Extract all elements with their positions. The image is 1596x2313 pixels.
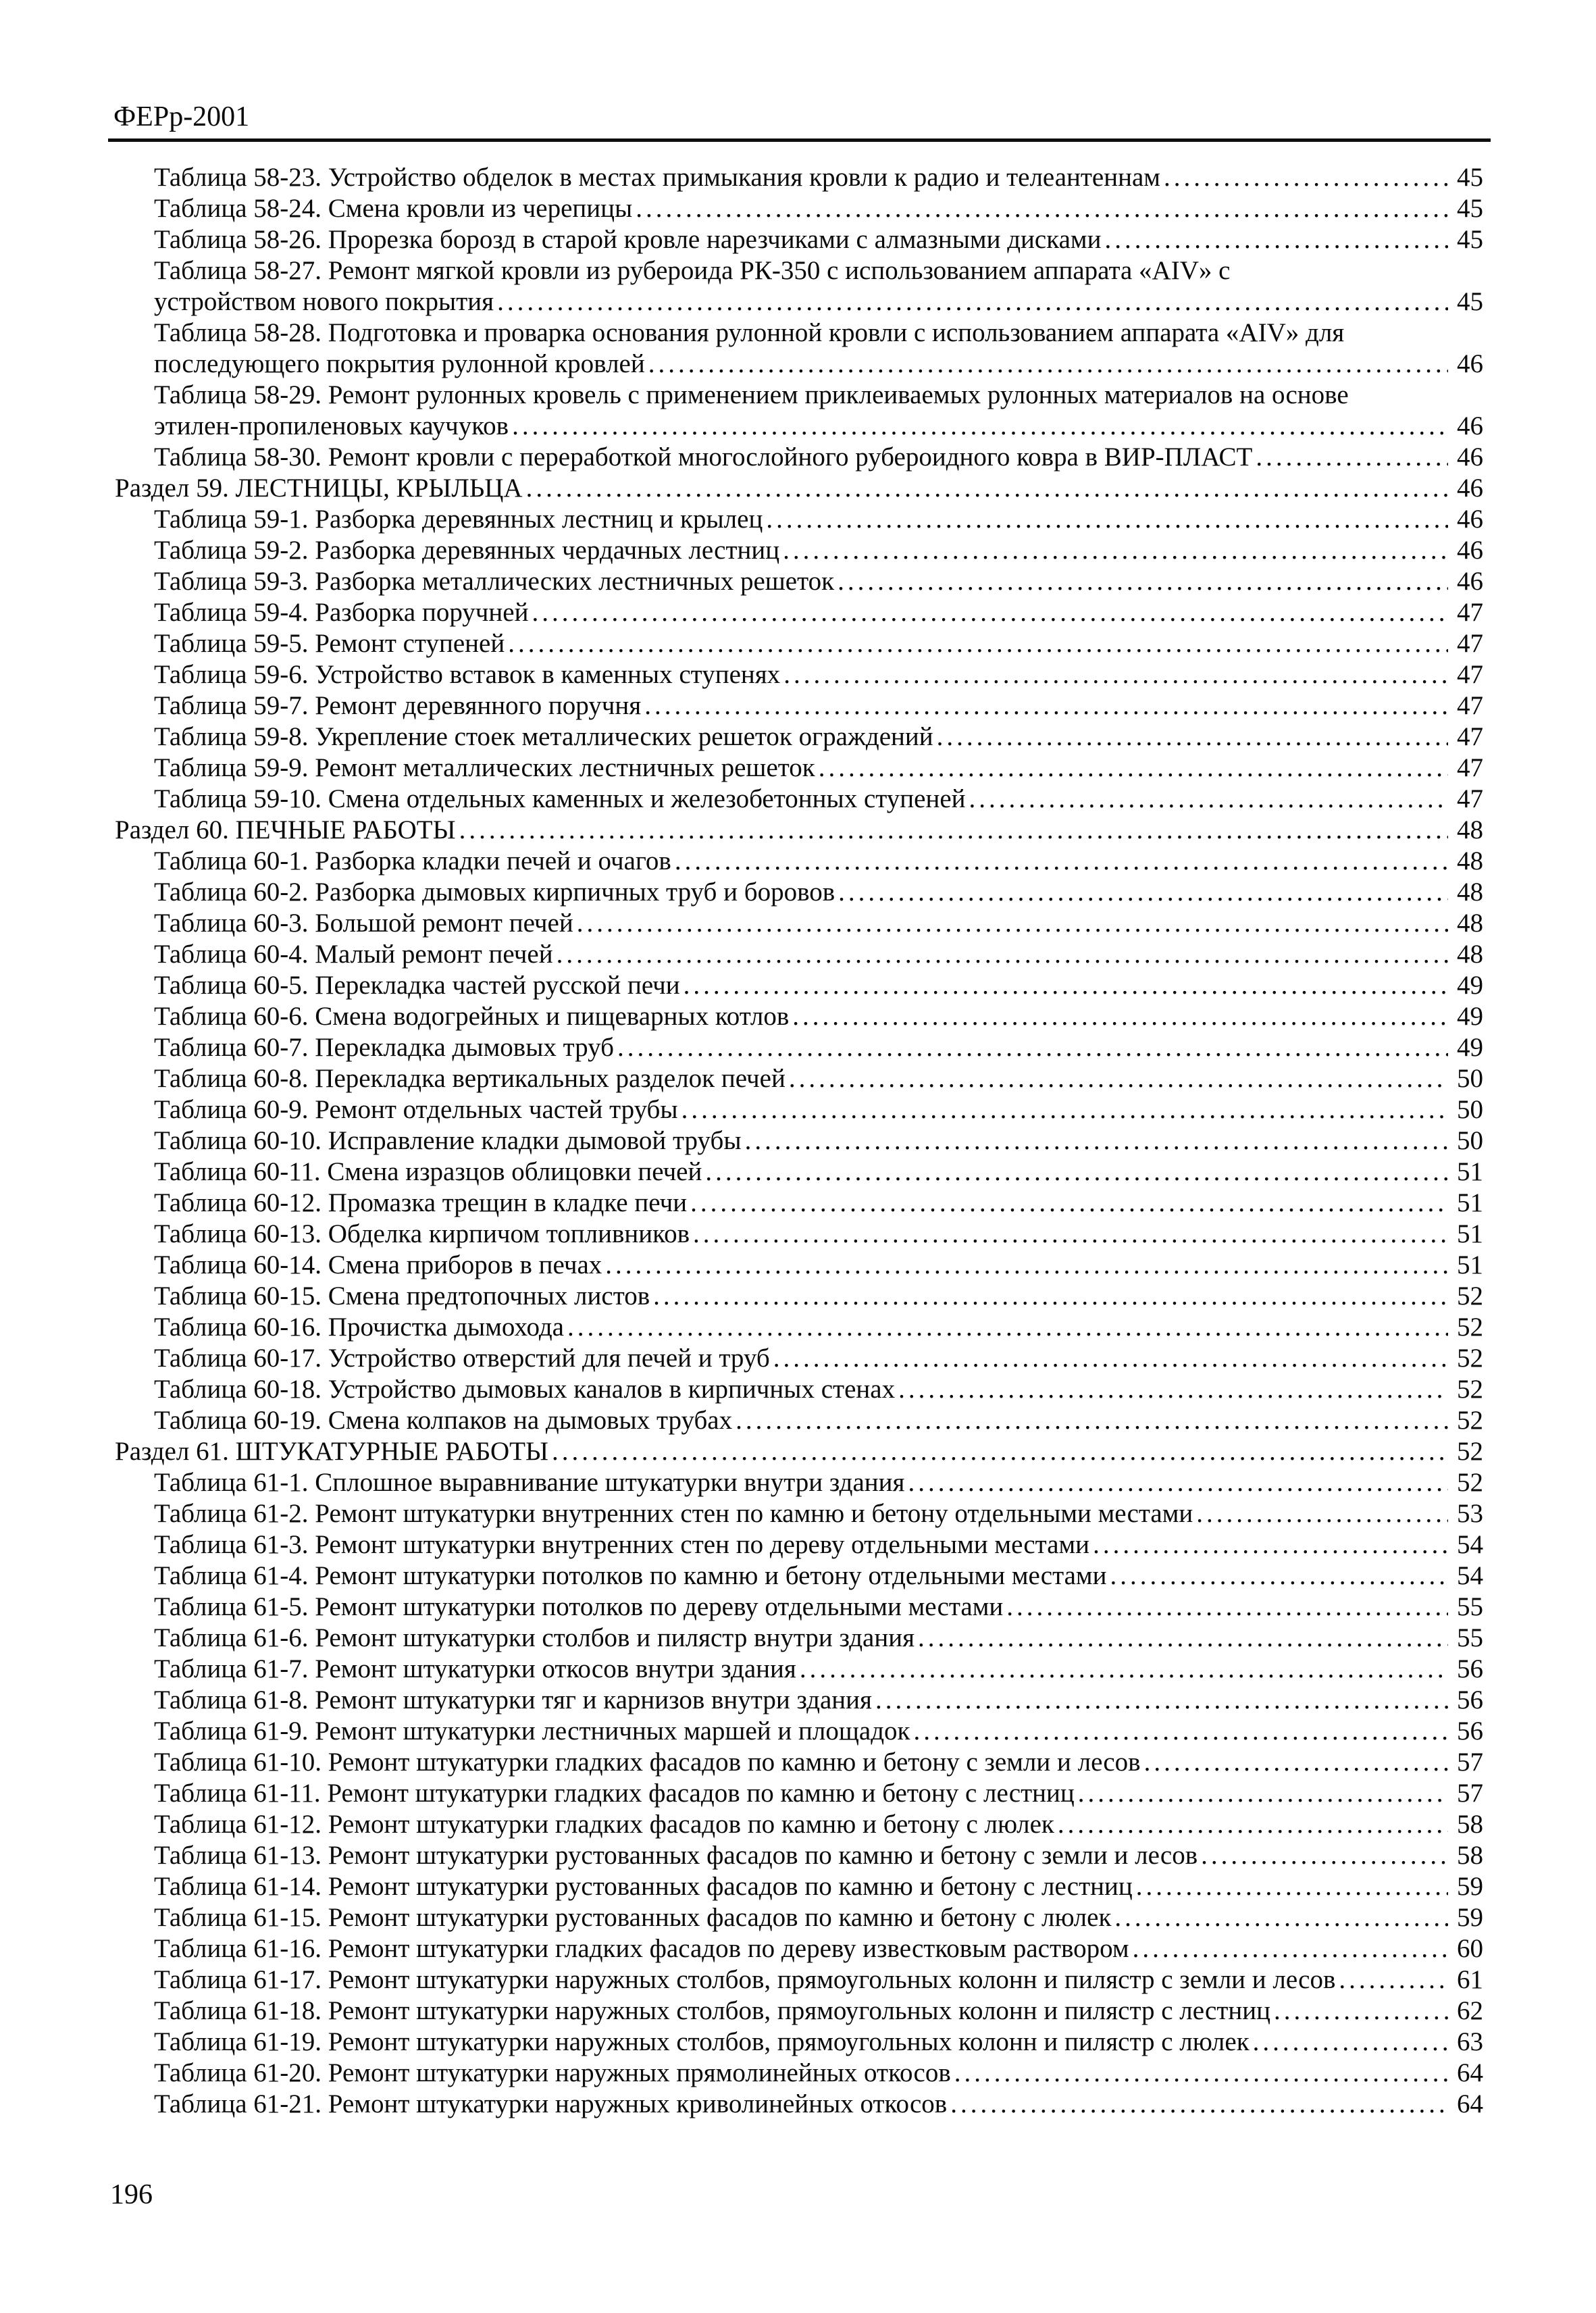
toc-page-number: 51 (1457, 1219, 1483, 1248)
toc-entry-row (115, 1343, 1483, 1374)
toc-page-number: 52 (1457, 1375, 1483, 1404)
toc-entry-row (115, 1125, 1483, 1156)
toc-page-number: 48 (1457, 940, 1483, 969)
toc-line-text: Таблица 58-29. Ремонт рулонных кровель с применением приклеиваемых рулонных материалов на основе (154, 380, 1349, 409)
toc-entry-row (115, 411, 1483, 442)
toc-line-text: Таблица 60-17. Устройство отверстий для печей и труб (154, 1344, 770, 1373)
toc-entry-row (115, 317, 1483, 349)
toc-page-number: 49 (1457, 1002, 1483, 1031)
toc-entry-row (115, 1405, 1483, 1436)
toc-line-text: Таблица 61-11. Ремонт штукатурки гладких фасадов по камню и бетону с лестниц (154, 1779, 1075, 1808)
toc-page-number: 47 (1457, 629, 1483, 658)
toc-entry-row (115, 2027, 1483, 2058)
toc-page-number: 52 (1457, 1406, 1483, 1435)
toc-line-text: Таблица 60-7. Перекладка дымовых труб (154, 1033, 614, 1062)
toc-line-text: Таблица 61-9. Ремонт штукатурки лестничных маршей и площадок (154, 1717, 910, 1746)
toc-entry-row (115, 1250, 1483, 1281)
dot-leader (819, 753, 1448, 784)
toc-entry-row (115, 1219, 1483, 1250)
dot-leader (653, 1281, 1448, 1312)
dot-leader (693, 1219, 1448, 1250)
dot-leader (766, 504, 1448, 535)
toc-page-number: 58 (1457, 1810, 1483, 1839)
toc-entry-row (115, 2089, 1483, 2120)
dot-leader (617, 1032, 1448, 1063)
toc-section-row (115, 1436, 1483, 1467)
dot-leader (1006, 1592, 1448, 1623)
toc-line-text: Таблица 61-10. Ремонт штукатурки гладких фасадов по камню и бетону с земли и лесов (154, 1748, 1141, 1777)
toc-line-text: Таблица 58-26. Прорезка борозд в старой кровле нарезчиками с алмазными дисками (154, 225, 1102, 254)
toc-line-text: Раздел 60. ПЕЧНЫЕ РАБОТЫ (115, 815, 456, 844)
dot-leader (1133, 1933, 1448, 1964)
dot-leader (1339, 1964, 1448, 1996)
toc-entry-row (115, 1654, 1483, 1685)
toc-page-number: 57 (1457, 1779, 1483, 1808)
toc-line-text: Раздел 61. ШТУКАТУРНЫЕ РАБОТЫ (115, 1437, 548, 1466)
dot-leader (552, 1436, 1448, 1467)
toc-page-number: 55 (1457, 1592, 1483, 1621)
dot-leader (954, 2058, 1448, 2089)
toc-line-text: Таблица 60-18. Устройство дымовых каналов в кирпичных стенах (154, 1375, 896, 1404)
toc-entry-row (115, 442, 1483, 473)
dot-leader (908, 1467, 1448, 1498)
dot-leader (1256, 442, 1448, 473)
toc-entry-row (115, 1623, 1483, 1654)
toc-page-number: 47 (1457, 660, 1483, 689)
toc-entry-row (115, 753, 1483, 784)
toc-line-text: Таблица 61-19. Ремонт штукатурки наружных столбов, прямоугольных колонн и пилястр с люлек (154, 2027, 1250, 2056)
toc-line-text: Таблица 61-20. Ремонт штукатурки наружных прямолинейных откосов (154, 2058, 951, 2087)
toc-line-text: Таблица 60-14. Смена приборов в печах (154, 1250, 602, 1279)
toc-line-text: Таблица 61-17. Ремонт штукатурки наружных столбов, прямоугольных колонн и пилястр с земли и лесов (154, 1965, 1336, 1994)
toc-page-number: 54 (1457, 1530, 1483, 1559)
dot-leader (1136, 1871, 1448, 1902)
toc-line-text: Таблица 60-9. Ремонт отдельных частей трубы (154, 1095, 678, 1124)
toc-line-text: Таблица 60-12. Промазка трещин в кладке печи (154, 1188, 688, 1217)
toc-line-text: последующего покрытия рулонной кровлей (154, 349, 645, 378)
toc-page-number: 59 (1457, 1903, 1483, 1932)
toc-page-number: 50 (1457, 1064, 1483, 1093)
toc-line-text: Таблица 60-3. Большой ремонт печей (154, 909, 573, 938)
dot-leader (1201, 1840, 1448, 1871)
dot-leader (675, 846, 1448, 877)
toc-line-text: Таблица 59-3. Разборка металлических лестничных решеток (154, 567, 835, 596)
toc-page-number: 50 (1457, 1095, 1483, 1124)
dot-leader (526, 473, 1448, 504)
toc-line-text: Таблица 60-13. Обделка кирпичом топливников (154, 1219, 690, 1248)
dot-leader (1253, 2027, 1448, 2058)
toc-page-number: 56 (1457, 1685, 1483, 1714)
toc-line-text: этилен-пропиленовых каучуков (154, 411, 509, 440)
dot-leader (918, 1623, 1448, 1654)
toc-entry-row (115, 721, 1483, 753)
toc-page-number: 51 (1457, 1250, 1483, 1279)
toc-line-text: Таблица 60-6. Смена водогрейных и пищеварных котлов (154, 1002, 790, 1031)
toc-line-text: Таблица 61-5. Ремонт штукатурки потолков по дереву отдельными местами (154, 1592, 1004, 1621)
toc-page-number: 49 (1457, 971, 1483, 1000)
toc-entry-row (115, 1498, 1483, 1529)
toc-entry-row (115, 349, 1483, 380)
dot-leader (1110, 1560, 1448, 1592)
toc-entry-row (115, 970, 1483, 1001)
dot-leader (783, 659, 1448, 690)
toc-entry-row (115, 1156, 1483, 1188)
dot-leader (789, 1063, 1448, 1094)
dot-leader (1104, 224, 1448, 255)
toc-line-text: Раздел 59. ЛЕСТНИЦЫ, КРЫЛЬЦА (115, 474, 523, 503)
dot-leader (736, 1405, 1448, 1436)
toc-entry-row (115, 193, 1483, 224)
dot-leader (838, 566, 1448, 597)
toc-entry-row (115, 535, 1483, 566)
toc-line-text: Таблица 59-9. Ремонт металлических лестничных решеток (154, 753, 815, 782)
toc-page-number: 63 (1457, 2027, 1483, 2056)
toc-entry-row (115, 380, 1483, 411)
toc-line-text: Таблица 61-14. Ремонт штукатурки рустованных фасадов по камню и бетону с лестниц (154, 1872, 1133, 1901)
toc-entry-row (115, 784, 1483, 815)
toc-line-text: Таблица 61-21. Ремонт штукатурки наружных криволинейных откосов (154, 2089, 948, 2118)
toc-page-number: 62 (1457, 1996, 1483, 2025)
toc (115, 162, 1483, 2120)
dot-leader (773, 1343, 1448, 1374)
toc-line-text: Таблица 60-15. Смена предтопочных листов (154, 1281, 650, 1311)
toc-page-number: 52 (1457, 1313, 1483, 1342)
toc-line-text: Таблица 61-15. Ремонт штукатурки рустованных фасадов по камню и бетону с люлек (154, 1903, 1112, 1932)
toc-entry-row (115, 1281, 1483, 1312)
dot-leader (838, 877, 1448, 908)
dot-leader (508, 628, 1448, 659)
toc-entry-row (115, 162, 1483, 193)
toc-entry-row (115, 1685, 1483, 1716)
toc-entry-row (115, 1716, 1483, 1747)
toc-page-number: 46 (1457, 442, 1483, 472)
toc-entry-row (115, 286, 1483, 317)
toc-page-number: 64 (1457, 2058, 1483, 2087)
toc-page-number: 57 (1457, 1748, 1483, 1777)
document-header-title: ФЕРр-2001 (113, 101, 250, 132)
dot-leader (898, 1374, 1448, 1405)
dot-leader (557, 939, 1448, 970)
dot-leader (1196, 1498, 1448, 1529)
dot-leader (1164, 162, 1448, 193)
dot-leader (605, 1250, 1448, 1281)
toc-page-number: 51 (1457, 1157, 1483, 1186)
dot-leader (684, 970, 1448, 1001)
toc-line-text: Таблица 61-12. Ремонт штукатурки гладких фасадов по камню и бетону с люлек (154, 1810, 1054, 1839)
toc-line-text: Таблица 59-5. Ремонт ступеней (154, 629, 505, 658)
toc-section-row (115, 473, 1483, 504)
toc-entry-row (115, 1001, 1483, 1032)
toc-line-text: Таблица 59-7. Ремонт деревянного поручня (154, 691, 642, 720)
toc-line-text: Таблица 61-3. Ремонт штукатурки внутренних стен по дереву отдельными местами (154, 1530, 1090, 1559)
toc-page-number: 50 (1457, 1126, 1483, 1155)
toc-page-number: 52 (1457, 1468, 1483, 1497)
toc-page-number: 47 (1457, 784, 1483, 813)
toc-page-number: 48 (1457, 846, 1483, 875)
toc-line-text: Таблица 60-10. Исправление кладки дымовой трубы (154, 1126, 742, 1155)
toc-page-number: 53 (1457, 1499, 1483, 1528)
toc-line-text: Таблица 61-7. Ремонт штукатурки откосов внутри здания (154, 1654, 796, 1683)
dot-leader (532, 597, 1448, 628)
toc-line-text: Таблица 60-19. Смена колпаков на дымовых трубах (154, 1406, 733, 1435)
toc-page-number: 46 (1457, 536, 1483, 565)
toc-page-number: 49 (1457, 1033, 1483, 1062)
toc-line-text: Таблица 58-24. Смена кровли из черепицы (154, 194, 633, 223)
toc-entry-row (115, 1188, 1483, 1219)
toc-line-text: Таблица 59-1. Разборка деревянных лестниц и крылец (154, 505, 763, 534)
toc-entry-row (115, 1996, 1483, 2027)
toc-entry-row (115, 255, 1483, 286)
dot-leader (512, 411, 1448, 442)
toc-entry-row (115, 1778, 1483, 1809)
toc-page-number: 47 (1457, 753, 1483, 782)
toc-line-text: Таблица 60-2. Разборка дымовых кирпичных труб и боровов (154, 878, 835, 907)
toc-page-number: 45 (1457, 287, 1483, 316)
toc-page-number: 46 (1457, 567, 1483, 596)
toc-entry-row (115, 1312, 1483, 1343)
dot-leader (497, 286, 1448, 317)
toc-line-text: Таблица 58-30. Ремонт кровли с переработкой многослойного рубероидного ковра в ВИР-ПЛАСТ (154, 442, 1253, 472)
toc-line-text: Таблица 61-2. Ремонт штукатурки внутренних стен по камню и бетону отдельными местами (154, 1499, 1193, 1528)
toc-entry-row (115, 1840, 1483, 1871)
toc-page-number: 48 (1457, 815, 1483, 844)
footer-page-number: 196 (110, 2179, 153, 2210)
toc-page-number: 64 (1457, 2089, 1483, 2118)
toc-entry-row (115, 1467, 1483, 1498)
toc-page-number: 52 (1457, 1281, 1483, 1311)
toc-page-number: 47 (1457, 722, 1483, 751)
toc-line-text: Таблица 61-6. Ремонт штукатурки столбов и пилястр внутри здания (154, 1623, 915, 1652)
dot-leader (1274, 1996, 1448, 2027)
toc-page-number: 46 (1457, 349, 1483, 378)
toc-entry-row (115, 1809, 1483, 1840)
dot-leader (644, 690, 1448, 721)
toc-entry-row (115, 939, 1483, 970)
dot-leader (1058, 1809, 1448, 1840)
dot-leader (745, 1125, 1448, 1156)
toc-entry-row (115, 1871, 1483, 1902)
toc-line-text: Таблица 61-4. Ремонт штукатурки потолков по камню и бетону отдельными местами (154, 1561, 1107, 1590)
toc-page-number: 60 (1457, 1934, 1483, 1963)
toc-line-text: Таблица 61-13. Ремонт штукатурки рустованных фасадов по камню и бетону с земли и лесов (154, 1841, 1198, 1870)
toc-line-text: Таблица 60-16. Прочистка дымохода (154, 1313, 564, 1342)
toc-entry-row (115, 628, 1483, 659)
toc-entry-row (115, 1747, 1483, 1778)
toc-line-text: Таблица 59-2. Разборка деревянных чердачных лестниц (154, 536, 780, 565)
toc-line-text: Таблица 58-28. Подготовка и проварка основания рулонной кровли с использованием аппарата «AIV» для (154, 318, 1345, 347)
toc-entry-row (115, 566, 1483, 597)
toc-page-number: 46 (1457, 505, 1483, 534)
toc-entry-row (115, 1374, 1483, 1405)
toc-entry-row (115, 1933, 1483, 1964)
dot-leader (937, 721, 1448, 753)
toc-line-text: Таблица 60-4. Малый ремонт печей (154, 940, 553, 969)
toc-line-text: Таблица 60-11. Смена изразцов облицовки печей (154, 1157, 702, 1186)
dot-leader (792, 1001, 1448, 1032)
dot-leader (875, 1685, 1448, 1716)
toc-page-number: 54 (1457, 1561, 1483, 1590)
toc-line-text: Таблица 60-8. Перекладка вертикальных разделок печей (154, 1064, 786, 1093)
dot-leader (913, 1716, 1448, 1747)
toc-line-text: Таблица 61-16. Ремонт штукатурки гладких фасадов по дереву известковым раствором (154, 1934, 1129, 1963)
toc-entry-row (115, 1964, 1483, 1996)
toc-page-number: 61 (1457, 1965, 1483, 1994)
toc-line-text: Таблица 59-10. Смена отдельных каменных и железобетонных ступеней (154, 784, 966, 813)
toc-entry-row (115, 1032, 1483, 1063)
toc-line-text: устройством нового покрытия (154, 287, 494, 316)
toc-entry-row (115, 1902, 1483, 1933)
toc-page-number: 59 (1457, 1872, 1483, 1901)
toc-line-text: Таблица 59-6. Устройство вставок в каменных ступенях (154, 660, 781, 689)
toc-page-number: 56 (1457, 1717, 1483, 1746)
toc-entry-row (115, 690, 1483, 721)
toc-page-number: 48 (1457, 909, 1483, 938)
dot-leader (800, 1654, 1448, 1685)
toc-page-number: 55 (1457, 1623, 1483, 1652)
toc-entry-row (115, 2058, 1483, 2089)
toc-entry-row (115, 877, 1483, 908)
toc-line-text: Таблица 58-23. Устройство обделок в местах примыкания кровли к радио и телеантеннам (154, 163, 1160, 192)
toc-entry-row (115, 224, 1483, 255)
toc-line-text: Таблица 60-1. Разборка кладки печей и очагов (154, 846, 671, 875)
toc-section-row (115, 815, 1483, 846)
dot-leader (648, 349, 1448, 380)
dot-leader (459, 815, 1448, 846)
toc-page-number: 45 (1457, 194, 1483, 223)
toc-line-text: Таблица 58-27. Ремонт мягкой кровли из рубероида РК-350 с использованием аппарата «AIV» с (154, 256, 1231, 285)
dot-leader (636, 193, 1448, 224)
dot-leader (690, 1188, 1448, 1219)
toc-line-text: Таблица 61-18. Ремонт штукатурки наружных столбов, прямоугольных колонн и пилястр с лестниц (154, 1996, 1271, 2025)
toc-page-number: 52 (1457, 1344, 1483, 1373)
toc-page-number: 47 (1457, 691, 1483, 720)
dot-leader (1144, 1747, 1448, 1778)
dot-leader (1114, 1902, 1448, 1933)
dot-leader (705, 1156, 1448, 1188)
toc-line-text: Таблица 61-1. Сплошное выравнивание штукатурки внутри здания (154, 1468, 905, 1497)
toc-entry-row (115, 846, 1483, 877)
toc-line-text: Таблица 61-8. Ремонт штукатурки тяг и карнизов внутри здания (154, 1685, 872, 1714)
toc-entry-row (115, 504, 1483, 535)
toc-page-number: 56 (1457, 1654, 1483, 1683)
toc-entry-row (115, 1063, 1483, 1094)
dot-leader (1078, 1778, 1448, 1809)
toc-line-text: Таблица 59-4. Разборка поручней (154, 598, 529, 627)
toc-page-number: 47 (1457, 598, 1483, 627)
toc-entry-row (115, 1592, 1483, 1623)
toc-line-text: Таблица 60-5. Перекладка частей русской печи (154, 971, 680, 1000)
dot-leader (950, 2089, 1448, 2120)
dot-leader (567, 1312, 1448, 1343)
toc-page-number: 51 (1457, 1188, 1483, 1217)
toc-line-text: Таблица 59-8. Укрепление стоек металлических решеток ограждений (154, 722, 933, 751)
toc-entry-row (115, 1094, 1483, 1125)
toc-page-number: 48 (1457, 878, 1483, 907)
toc-entry-row (115, 908, 1483, 939)
toc-page-number: 52 (1457, 1437, 1483, 1466)
dot-leader (1093, 1529, 1448, 1560)
toc-page-number: 45 (1457, 225, 1483, 254)
toc-entry-row (115, 1560, 1483, 1592)
dot-leader (783, 535, 1448, 566)
toc-page-number: 45 (1457, 163, 1483, 192)
toc-entry-row (115, 1529, 1483, 1560)
header-rule (108, 138, 1491, 142)
dot-leader (969, 784, 1448, 815)
dot-leader (577, 908, 1448, 939)
toc-entry-row (115, 597, 1483, 628)
toc-page-number: 46 (1457, 474, 1483, 503)
toc-page-number: 58 (1457, 1841, 1483, 1870)
toc-page-number: 46 (1457, 411, 1483, 440)
dot-leader (681, 1094, 1448, 1125)
toc-entry-row (115, 659, 1483, 690)
